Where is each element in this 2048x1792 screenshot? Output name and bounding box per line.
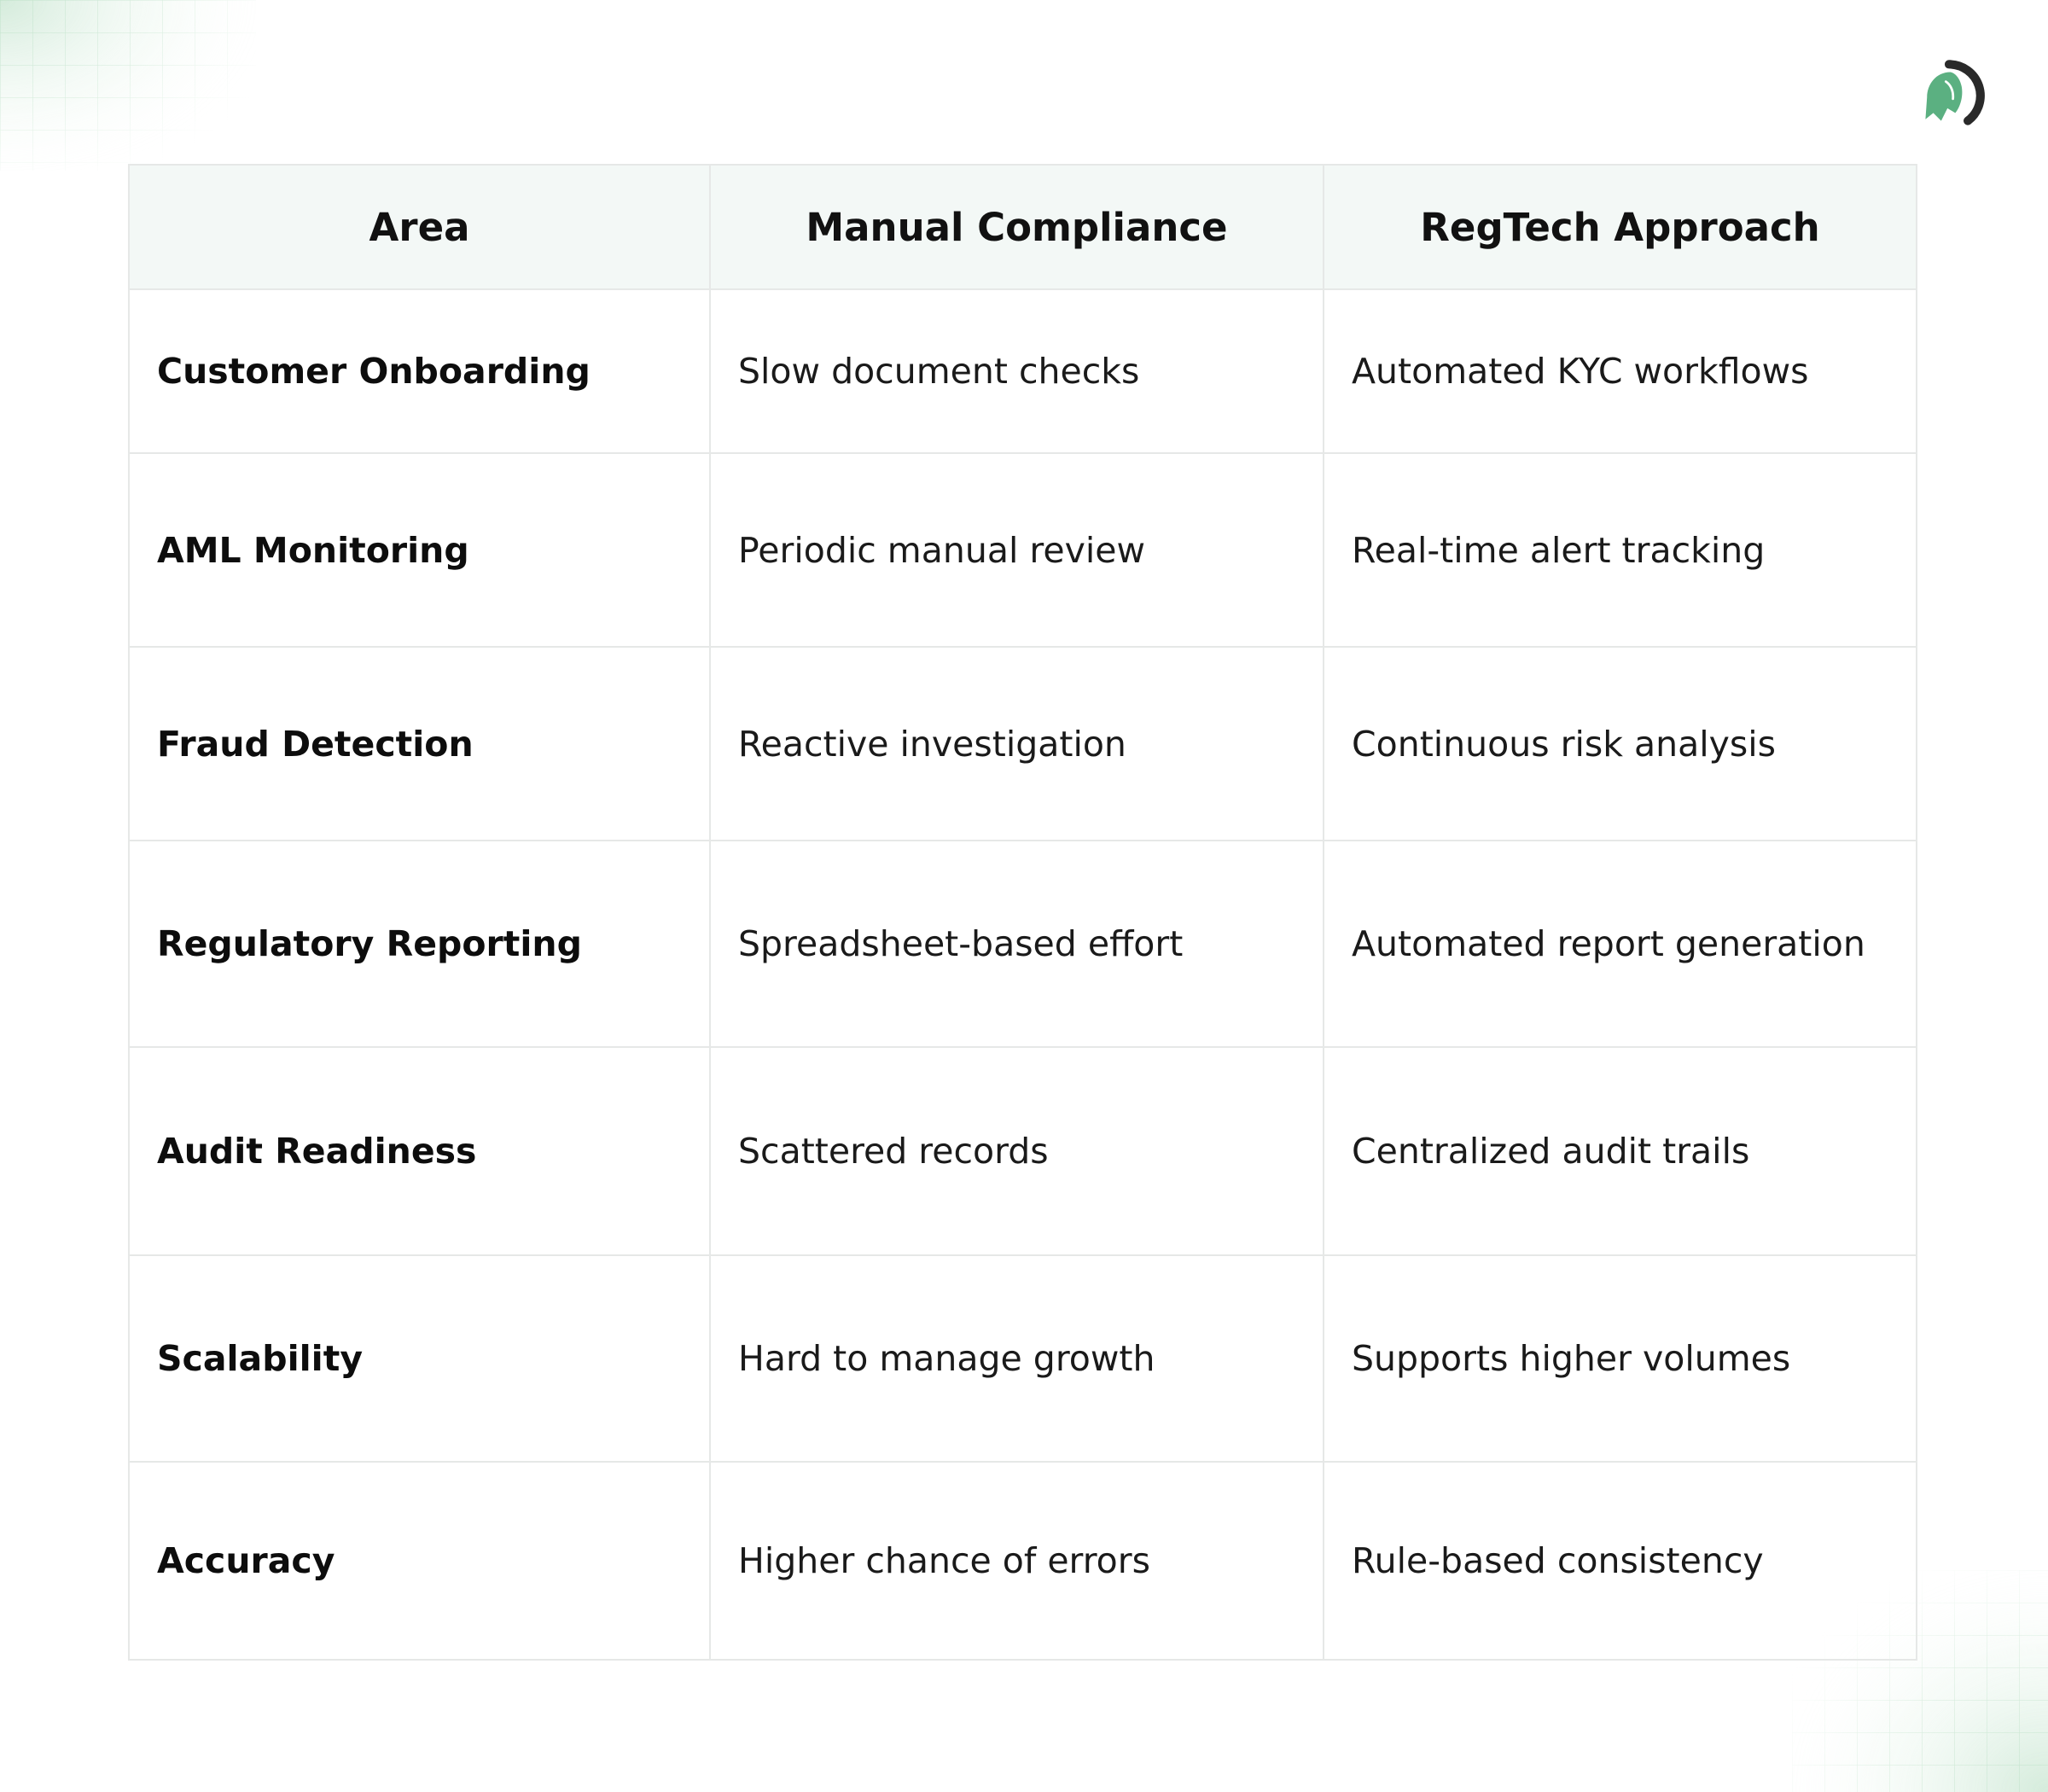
regtech-approach-cell: Automated KYC workflows [1324, 289, 1917, 453]
header-row [129, 165, 1917, 289]
manual-compliance-cell: Scattered records [710, 1047, 1324, 1255]
regtech-approach-cell: Continuous risk analysis [1324, 647, 1917, 841]
table-row [129, 289, 1917, 453]
area-cell: Accuracy [129, 1462, 710, 1660]
column-header-regtech-approach: RegTech Approach [1324, 165, 1917, 289]
comparison-table [128, 164, 1917, 1661]
area-cell: Scalability [129, 1255, 710, 1462]
manual-compliance-cell: Periodic manual review [710, 453, 1324, 647]
table-row [129, 1047, 1917, 1255]
area-cell: Fraud Detection [129, 647, 710, 841]
brand-logo-icon [1910, 58, 1988, 137]
regtech-approach-cell: Rule-based consistency [1324, 1462, 1917, 1660]
manual-compliance-cell: Reactive investigation [710, 647, 1324, 841]
area-cell: AML Monitoring [129, 453, 710, 647]
table-row [129, 453, 1917, 647]
comparison-table-container [128, 164, 1916, 1661]
table-body [129, 289, 1917, 1660]
spartan-helmet-icon [1910, 58, 1988, 137]
corner-grid-decoration-top-left [0, 0, 256, 171]
area-cell: Audit Readiness [129, 1047, 710, 1255]
regtech-approach-cell: Supports higher volumes [1324, 1255, 1917, 1462]
area-cell: Customer Onboarding [129, 289, 710, 453]
table-header [129, 165, 1917, 289]
table-row [129, 647, 1917, 841]
manual-compliance-cell: Hard to manage growth [710, 1255, 1324, 1462]
regtech-approach-cell: Automated report generation [1324, 841, 1917, 1047]
column-header-area: Area [129, 165, 710, 289]
regtech-approach-cell: Real-time alert tracking [1324, 453, 1917, 647]
manual-compliance-cell: Higher chance of errors [710, 1462, 1324, 1660]
table-row [129, 1255, 1917, 1462]
table-row [129, 841, 1917, 1047]
manual-compliance-cell: Spreadsheet-based effort [710, 841, 1324, 1047]
regtech-approach-cell: Centralized audit trails [1324, 1047, 1917, 1255]
table-row [129, 1462, 1917, 1660]
area-cell: Regulatory Reporting [129, 841, 710, 1047]
column-header-manual-compliance: Manual Compliance [710, 165, 1324, 289]
manual-compliance-cell: Slow document checks [710, 289, 1324, 453]
